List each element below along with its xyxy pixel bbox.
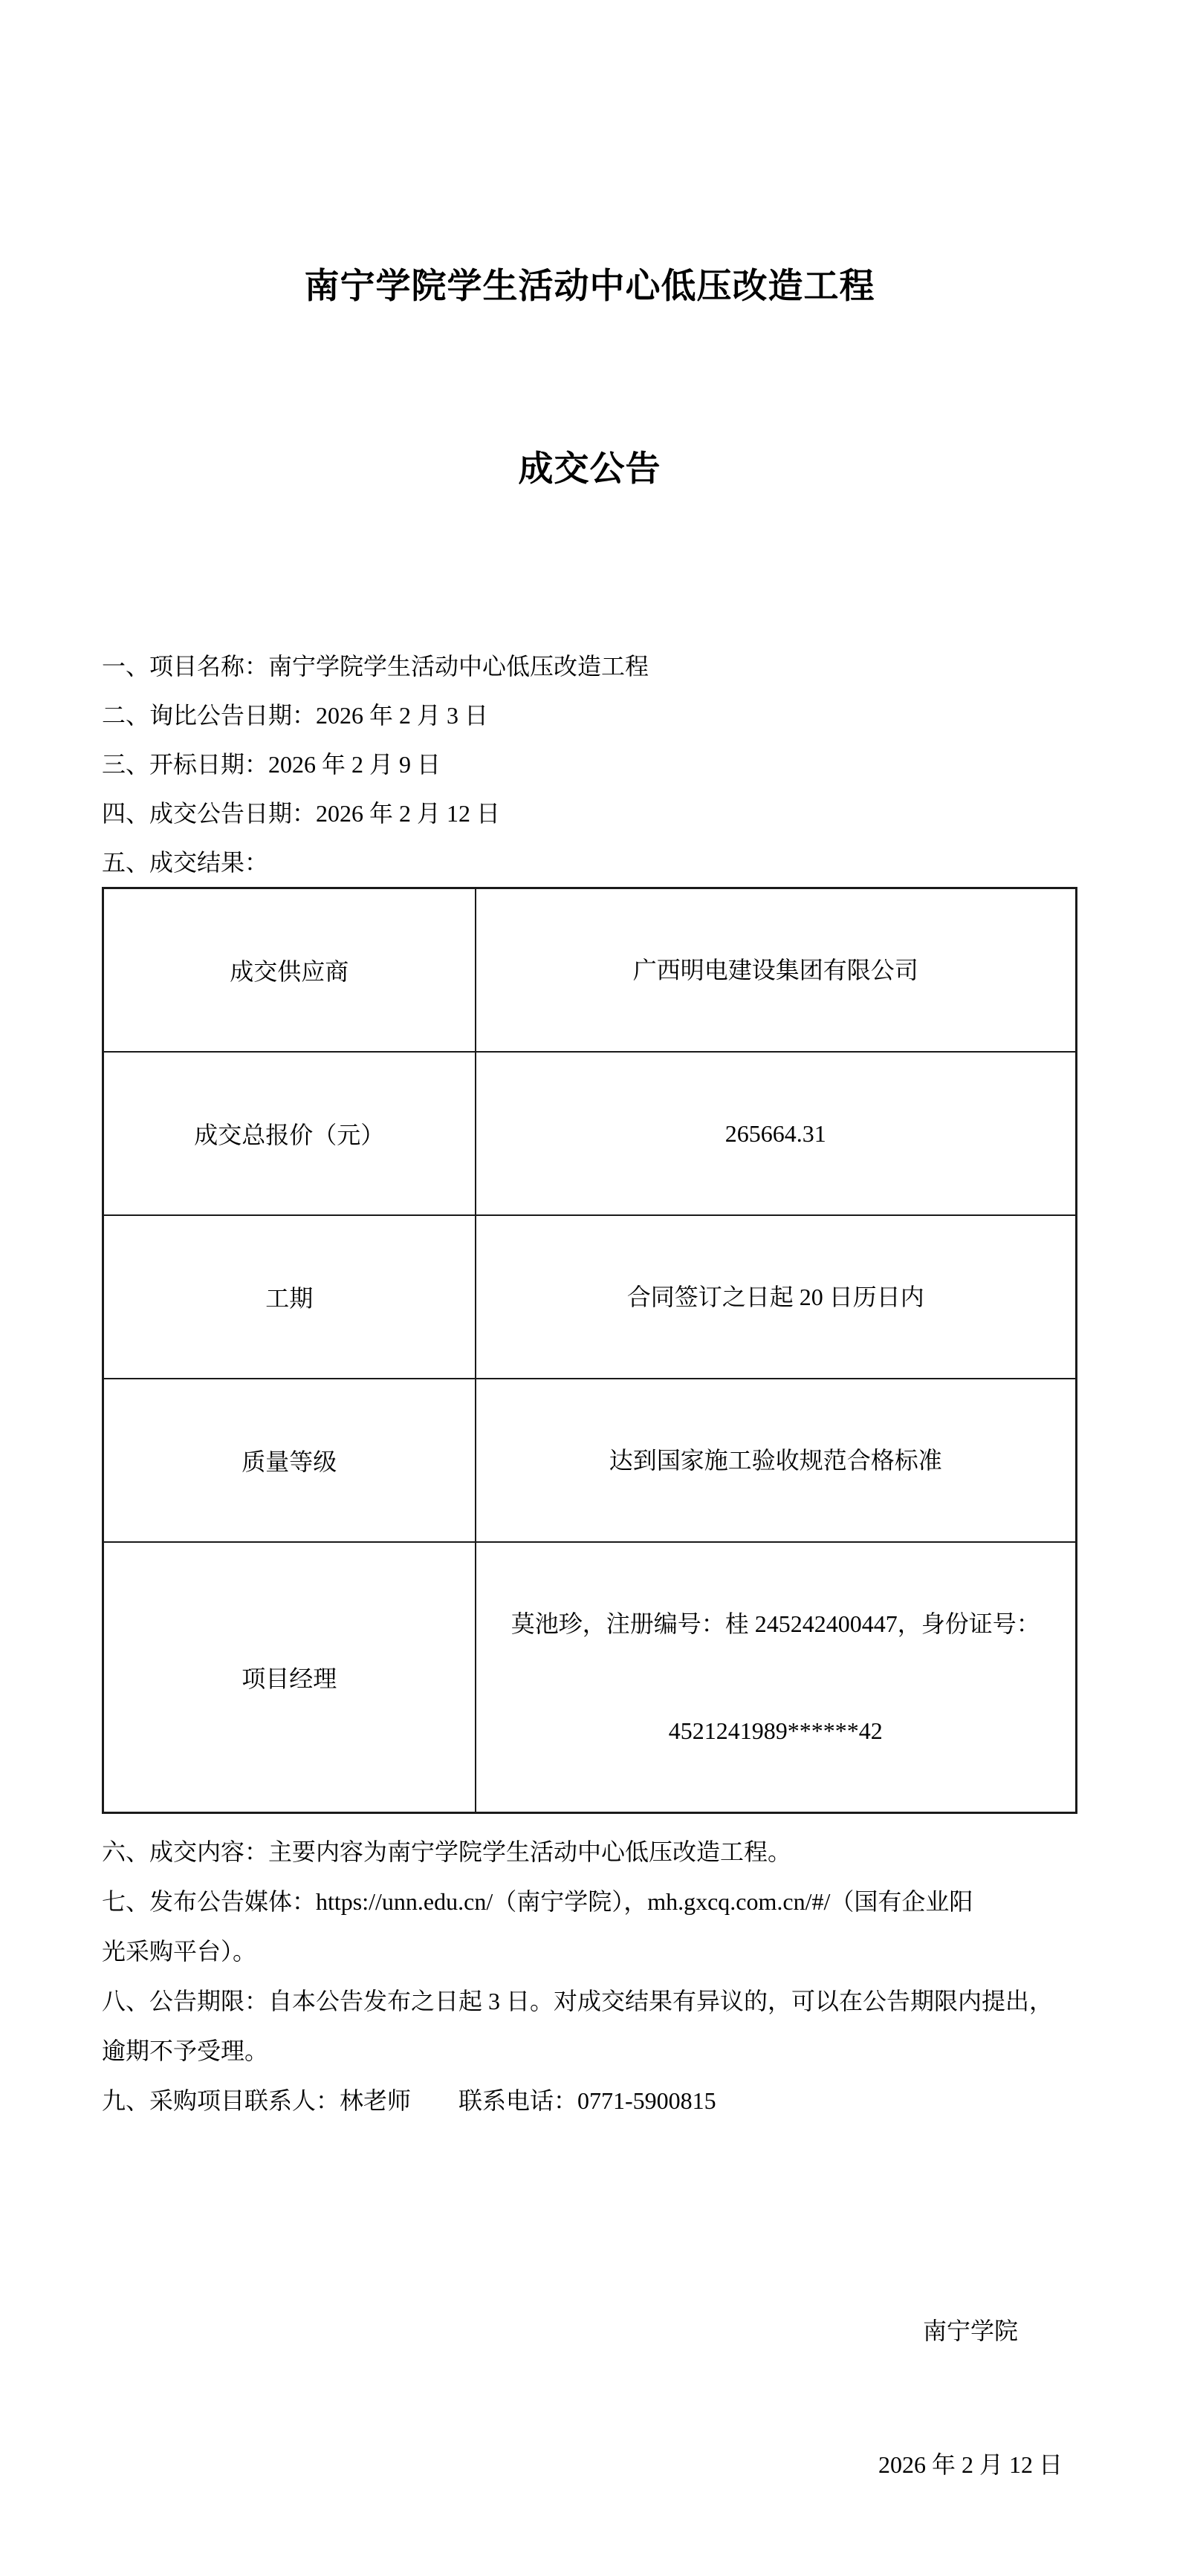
row-label-project-manager: 项目经理 (103, 1542, 476, 1813)
document-page (0, 134, 1180, 2478)
row-value-project-manager (476, 1542, 1077, 1813)
list-item-award-notice-date: 四、成交公告日期：2026 年 2 月 12 日 (102, 800, 501, 827)
title-line-project: 南宁学院学生活动中心低压改造工程 (304, 266, 875, 305)
cell-line: 广西明电建设集团有限公司 (632, 957, 918, 983)
row-value-supplier (476, 888, 1077, 1053)
cell-line: 合同签订之日起 20 日历日内 (626, 1284, 924, 1310)
table-row-duration (103, 1215, 1077, 1379)
paragraph-contact: 九、采购项目联系人：林老师 联系电话：0771-5900815 (102, 2087, 716, 2114)
award-result-table (102, 887, 1077, 1814)
row-value-quality-grade (476, 1379, 1077, 1542)
numbered-list (102, 642, 1077, 887)
table-row-total-price (103, 1052, 1077, 1215)
row-label-supplier: 成交供应商 (103, 888, 476, 1053)
title-line-announcement: 成交公告 (518, 449, 661, 488)
table-row-quality-grade (103, 1379, 1077, 1542)
table-row-project-manager (103, 1542, 1077, 1813)
table-row-supplier (103, 888, 1077, 1053)
cell-line: 265664.31 (724, 1120, 826, 1147)
signature-date: 2026 年 2 月 12 日 (878, 2451, 1063, 2478)
document-title (102, 134, 1077, 621)
row-label-duration: 工期 (103, 1215, 476, 1379)
cell-line: 4521241989******42 (668, 1717, 883, 1744)
paragraph-publish-media-line1: 七、发布公告媒体：https://unn.edu.cn/（南宁学院），mh.gxcq.com.cn/#/（国有企业阳 (102, 1888, 973, 1915)
list-item-inquiry-date: 二、询比公告日期：2026 年 2 月 3 日 (102, 702, 489, 729)
document-content (0, 134, 1180, 2576)
paragraph-notice-period-line2: 逾期不予受理。 (102, 2037, 269, 2064)
paragraph-notice-period-line1: 八、公告期限：自本公告发布之日起 3 日。对成交结果有异议的，可以在公告期限内提出， (102, 1988, 1054, 2014)
list-item-project-name: 一、项目名称：南宁学院学生活动中心低压改造工程 (102, 653, 649, 680)
body-paragraphs (102, 1827, 1077, 2126)
signature-area (102, 2219, 1077, 2576)
row-label-total-price: 成交总报价（元） (103, 1052, 476, 1215)
list-item-award-result: 五、成交结果： (102, 849, 269, 876)
row-value-duration (476, 1215, 1077, 1379)
paragraph-award-content: 六、成交内容：主要内容为南宁学院学生活动中心低压改造工程。 (102, 1838, 792, 1865)
cell-line: 莫池珍，注册编号：桂 245242400447，身份证号： (510, 1610, 1040, 1637)
cell-line: 达到国家施工验收规范合格标准 (609, 1447, 942, 1474)
row-label-quality-grade: 质量等级 (103, 1379, 476, 1542)
row-value-total-price (476, 1052, 1077, 1215)
signature-org: 南宁学院 (922, 2318, 1018, 2344)
signature-block (878, 2219, 1063, 2576)
paragraph-publish-media-line2: 光采购平台）。 (102, 1938, 257, 1965)
list-item-bid-opening-date: 三、开标日期：2026 年 2 月 9 日 (102, 751, 441, 778)
